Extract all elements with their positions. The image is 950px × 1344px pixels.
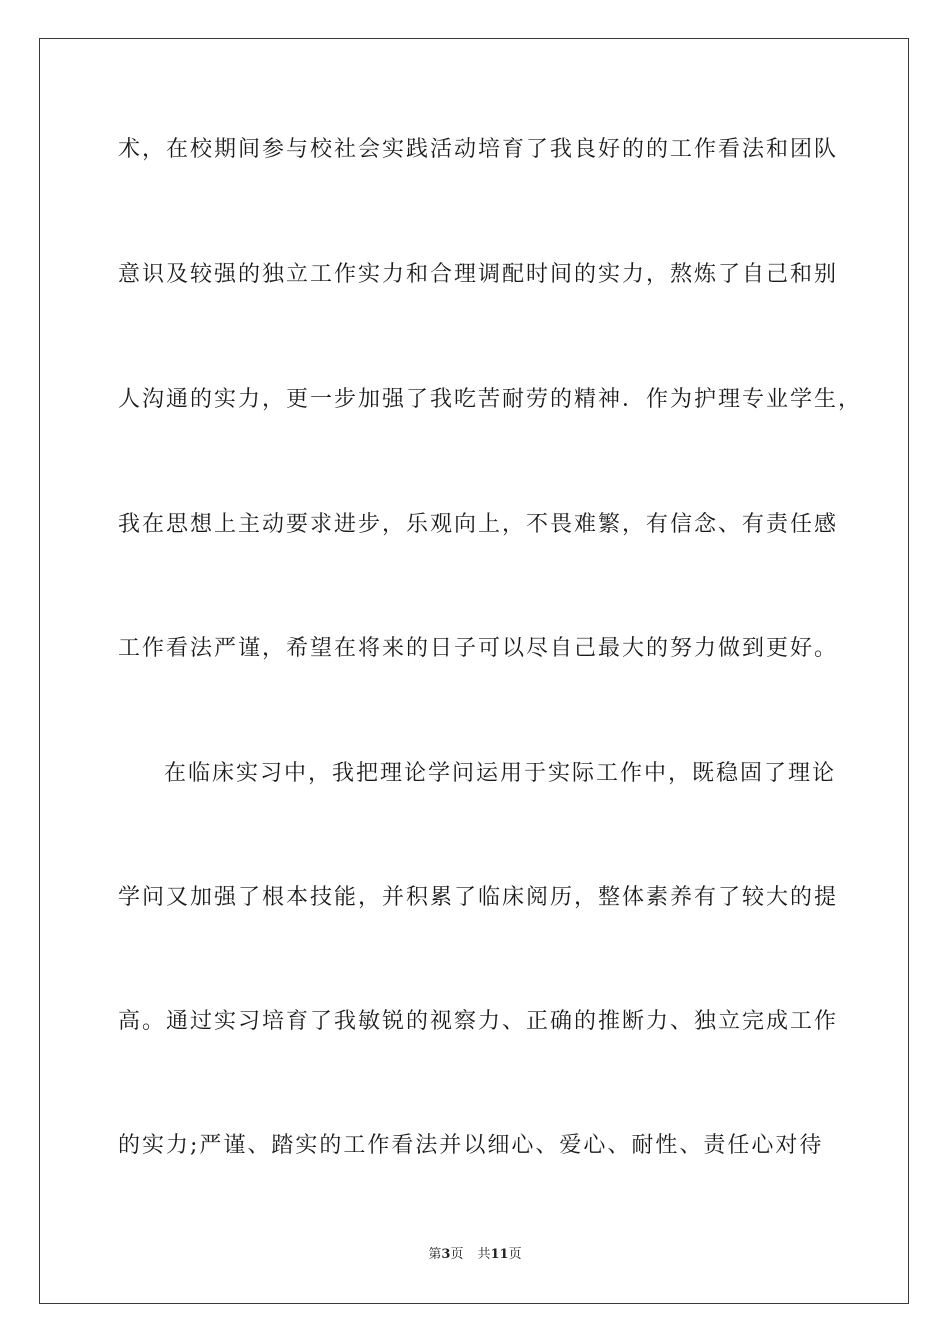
page-prefix: 第 bbox=[428, 1247, 442, 1262]
page-suffix: 页 bbox=[450, 1247, 464, 1262]
text-line: 意识及较强的独立工作实力和合理调配时间的实力，熬炼了自己和别 bbox=[118, 262, 839, 287]
text-line: 学问又加强了根本技能，并积累了临床阅历，整体素养有了较大的提 bbox=[118, 885, 839, 910]
total-pages: 11 bbox=[490, 1247, 509, 1262]
page-footer bbox=[0, 1246, 950, 1264]
text-line: 高。通过实习培育了我敏锐的视察力、正确的推断力、独立完成工作 bbox=[118, 1009, 839, 1034]
text-line: 的实力;严谨、踏实的工作看法并以细心、爱心、耐性、责任心对待 bbox=[118, 1133, 824, 1158]
text-line: 人沟通的实力，更一步加强了我吃苦耐劳的精神．作为护理专业学生， bbox=[118, 387, 863, 412]
total-suffix: 页 bbox=[508, 1247, 522, 1262]
paragraph-first-line: 在临床实习中，我把理论学问运用于实际工作中，既稳固了理论 bbox=[164, 761, 837, 786]
text-line: 术，在校期间参与校社会实践活动培育了我良好的的工作看法和团队 bbox=[118, 137, 839, 162]
text-line: 工作看法严谨，希望在将来的日子可以尽自己最大的努力做到更好。 bbox=[118, 636, 839, 661]
page-border bbox=[39, 38, 909, 1304]
total-prefix: 共 bbox=[477, 1247, 491, 1262]
page-number: 3 bbox=[441, 1247, 451, 1262]
text-line: 我在思想上主动要求进步，乐观向上，不畏难繁，有信念、有责任感 bbox=[118, 512, 839, 537]
